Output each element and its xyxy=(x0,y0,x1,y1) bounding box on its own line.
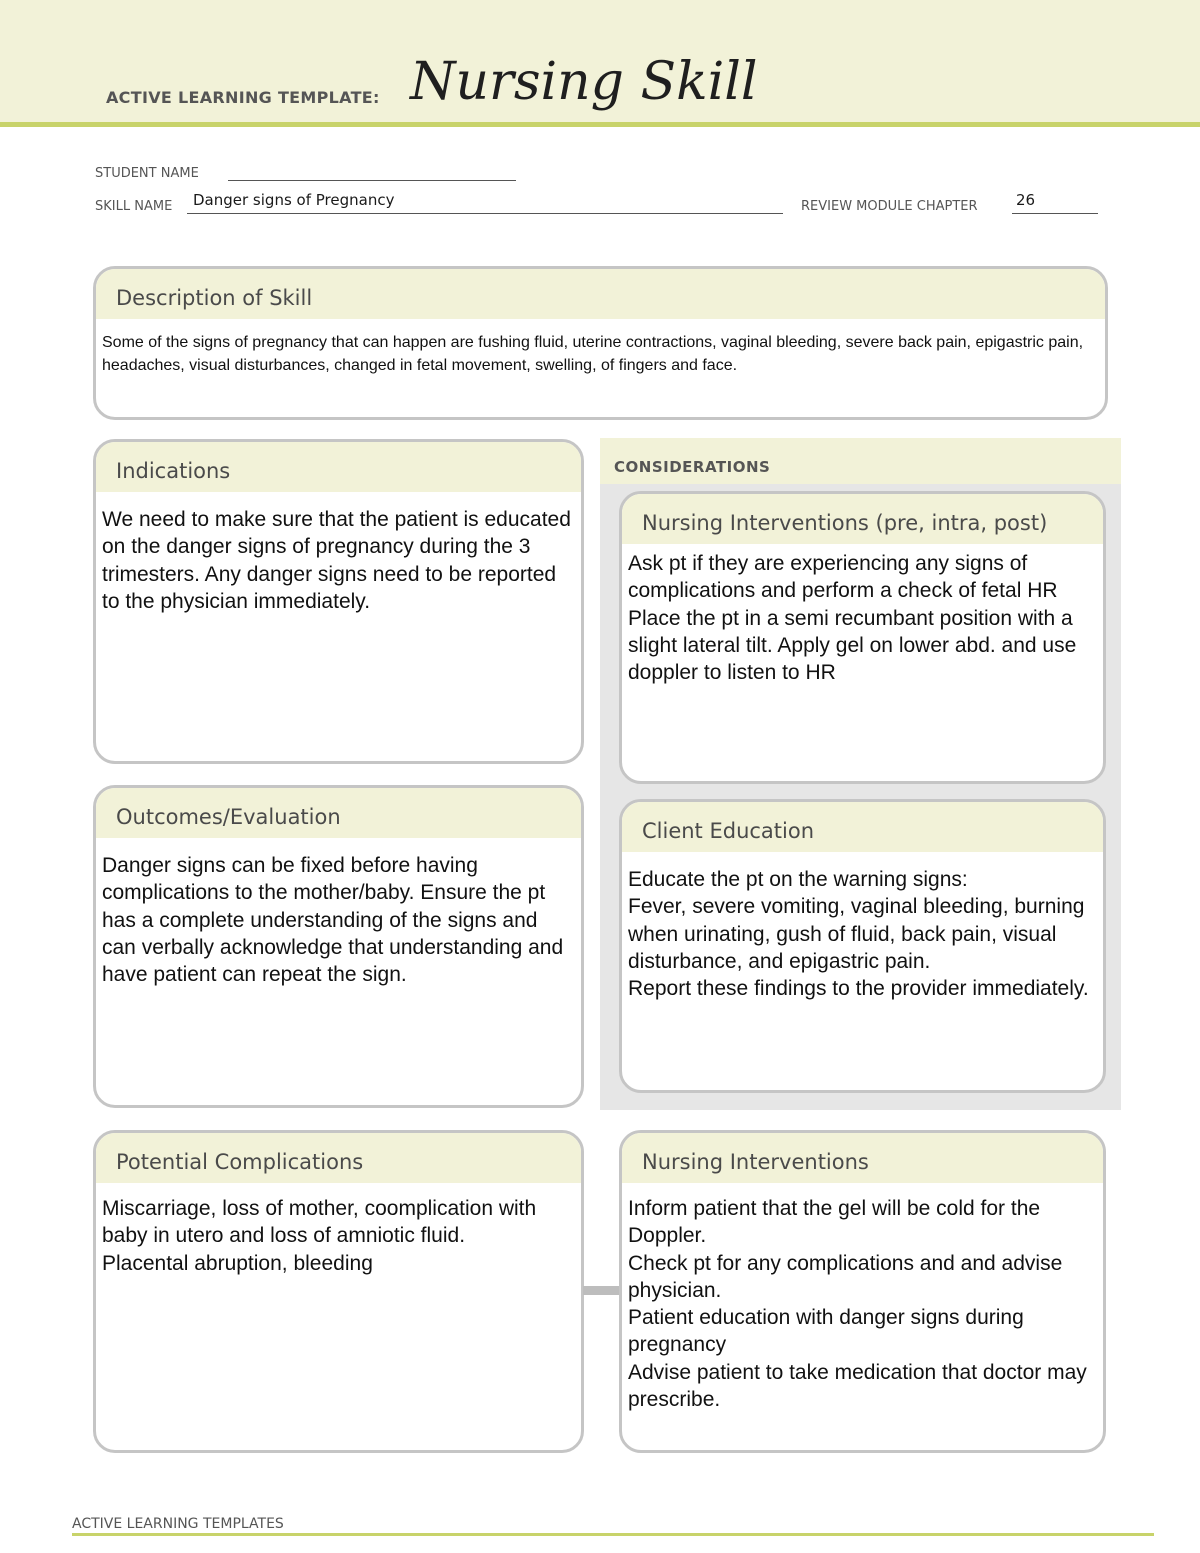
footer-rule xyxy=(72,1533,1154,1536)
complications-body[interactable]: Miscarriage, loss of mother, coomplication with baby in utero and loss of amniotic fluid. Placental abruption, bleeding xyxy=(102,1197,537,1275)
nursing-interventions-body[interactable]: Inform patient that the gel will be cold for the Doppler. Check pt for any complications and and advise physician. Patient education with danger signs during pregnancy Advise patient to take medication that doctor may prescribe. xyxy=(628,1197,1087,1412)
nursing-interventions-pip-title: Nursing Interventions (pre, intra, post) xyxy=(622,494,1103,544)
header-label: ACTIVE LEARNING TEMPLATE: xyxy=(106,88,380,107)
description-box xyxy=(93,266,1108,420)
complications-title: Potential Complications xyxy=(96,1133,581,1183)
client-education-box xyxy=(619,799,1106,1093)
header-rule xyxy=(0,122,1200,127)
review-module-label: REVIEW MODULE CHAPTER xyxy=(801,199,978,214)
outcomes-body[interactable]: Danger signs can be fixed before having complications to the mother/baby. Ensure the pt has a complete understanding of the signs and can verbally acknowledge that understanding and have patient can repeat the sign. xyxy=(102,854,564,987)
student-name-label: STUDENT NAME xyxy=(95,166,199,181)
footer-label: ACTIVE LEARNING TEMPLATES xyxy=(72,1516,284,1532)
client-education-body[interactable]: Educate the pt on the warning signs: Fever, severe vomiting, vaginal bleeding, burning when urinating, gush of fluid, back pain, visual disturbance, and epigastric pain. Report these findings to the provider immediately. xyxy=(628,868,1089,1001)
nursing-interventions-pip-box xyxy=(619,491,1106,784)
complications-box xyxy=(93,1130,584,1453)
nursing-interventions-title: Nursing Interventions xyxy=(622,1133,1103,1183)
review-module-value: 26 xyxy=(1016,191,1036,209)
box-connector xyxy=(583,1286,621,1295)
skill-name-value: Danger signs of Pregnancy xyxy=(193,191,395,209)
page-title: Nursing Skill xyxy=(410,52,758,112)
client-education-title: Client Education xyxy=(622,802,1103,852)
nursing-interventions-pip-body[interactable]: Ask pt if they are experiencing any signs of complications and perform a check of fetal HR Place the pt in a semi recumbant position with a slight lateral tilt. Apply gel on lower abd. and use doppler to listen to HR xyxy=(628,552,1077,685)
skill-name-field[interactable] xyxy=(187,213,783,214)
indications-box xyxy=(93,439,584,764)
indications-body[interactable]: We need to make sure that the patient is educated on the danger signs of pregnancy during the 3 trimesters. Any danger signs need to be reported to the physician immediately. xyxy=(102,508,571,613)
review-module-field[interactable] xyxy=(1012,213,1098,214)
description-title: Description of Skill xyxy=(96,269,1105,319)
nursing-interventions-box xyxy=(619,1130,1106,1453)
indications-title: Indications xyxy=(96,442,581,492)
outcomes-title: Outcomes/Evaluation xyxy=(96,788,581,838)
description-body[interactable]: Some of the signs of pregnancy that can happen are fushing fluid, uterine contractions, vaginal bleeding, severe back pain, epigastric pain, headaches, visual disturbances, changed in fetal movement, swelling, of fingers and face. xyxy=(102,334,1084,374)
outcomes-box xyxy=(93,785,584,1108)
student-name-field[interactable] xyxy=(228,180,516,181)
skill-name-label: SKILL NAME xyxy=(95,199,173,214)
considerations-label: CONSIDERATIONS xyxy=(614,458,771,476)
